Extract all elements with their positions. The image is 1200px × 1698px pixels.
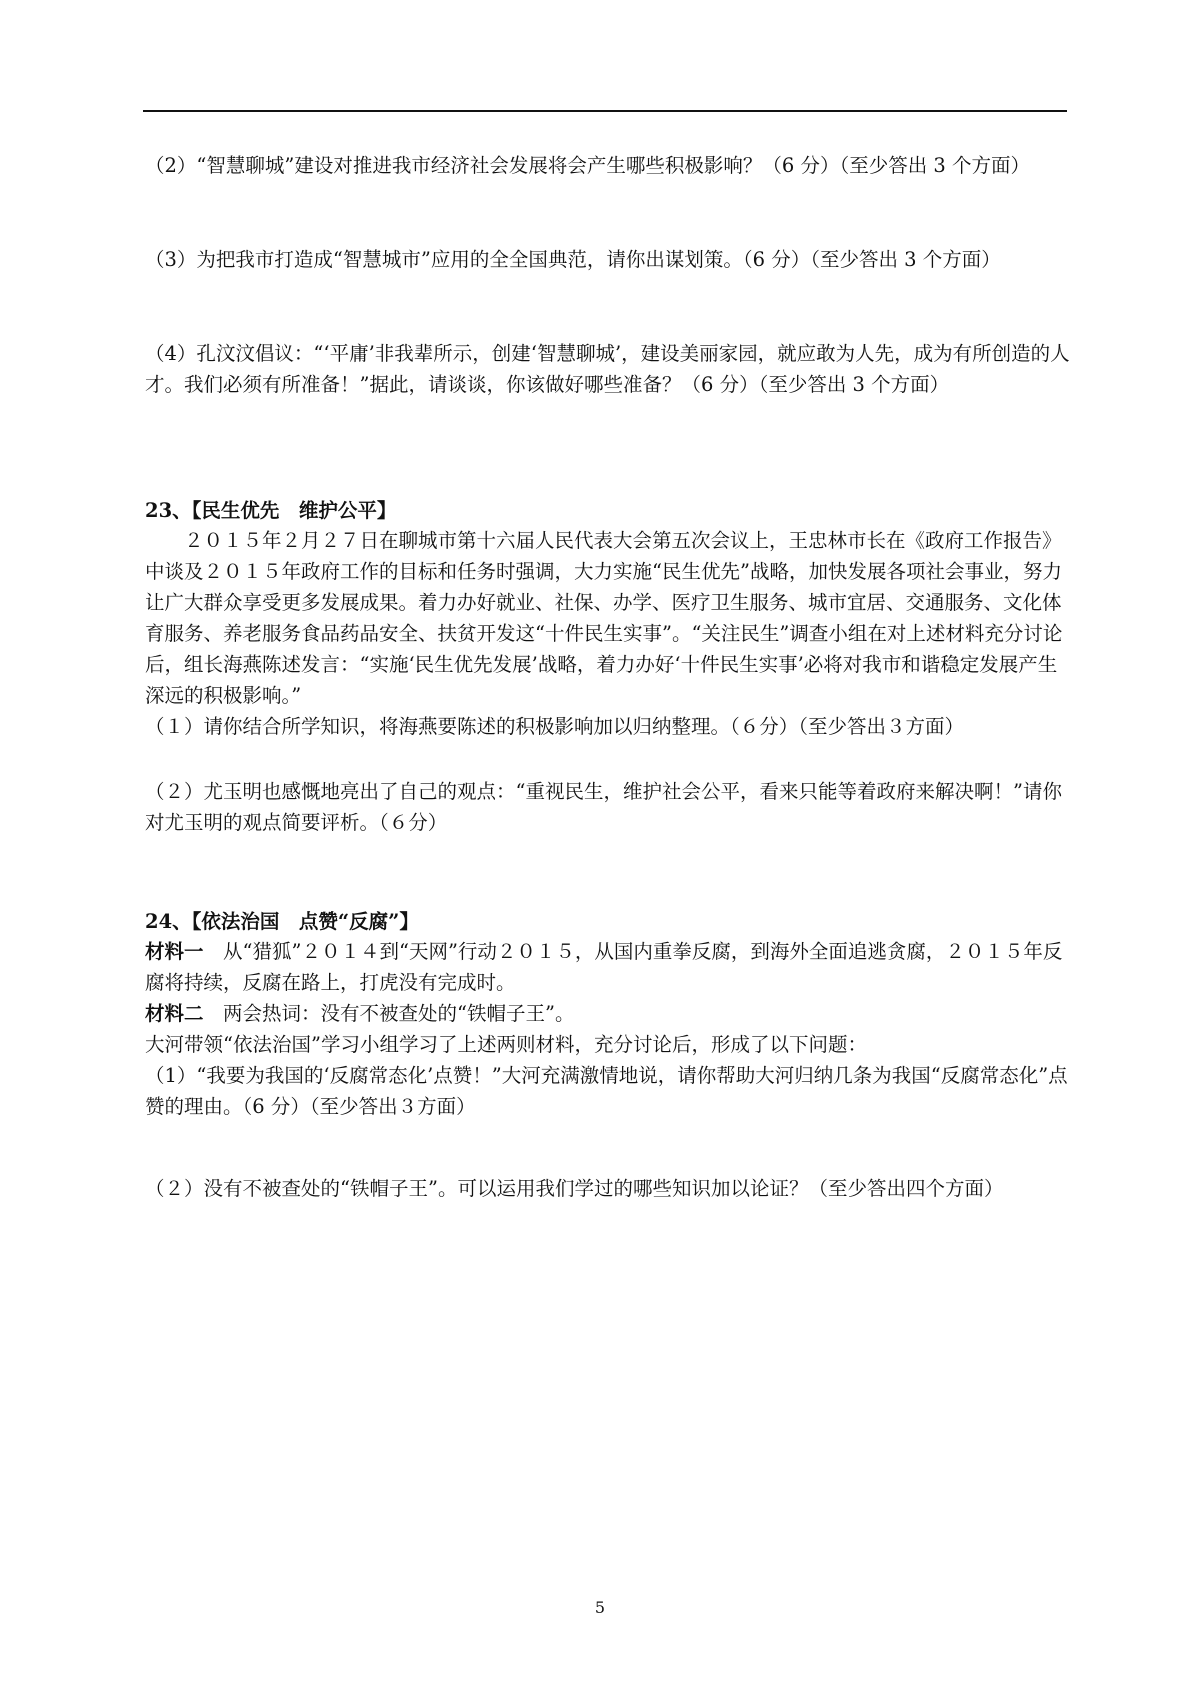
q24-material-2-text: 两会热词：没有不被查处的“铁帽子王”。 xyxy=(223,1002,575,1025)
q24-material-2 xyxy=(145,998,1071,1029)
q23-material: ２０１５年２月２７日在聊城市第十六届人民代表大会第五次会议上，王忠林市长在《政府工作报告》中谈及２０１５年政府工作的目标和任务时强调，大力实施“民生优先”战略，加快发展各项社会事业，努力让广大群众享受更多发展成果。着力办好就业、社保、办学、医疗卫生服务、城市宜居、交通服务、文化体育服务、养老服务食品药品安全、扶贫开发这“十件民生实事”。“关注民生”调查小组在对上述材料充分讨论后，组长海燕陈述发言：“实施‘民生优先发展’战略，着力办好‘十件民生实事’必将对我市和谐稳定发展产生深远的积极影响。” xyxy=(145,529,1063,707)
q24-section xyxy=(145,908,1071,1122)
q22-part3-text: （3）为把我市打造成“智慧城市”应用的全全国典范，请你出谋划策。（6 分）（至少答出 3 个方面） xyxy=(145,248,1001,271)
q22-part2-text: （2）“智慧聊城”建设对推进我市经济社会发展将会产生哪些积极影响？（6 分）（至少答出 3 个方面） xyxy=(145,154,1031,177)
q22-part3 xyxy=(145,244,1071,275)
header-rule xyxy=(143,110,1067,112)
q24-part2-block xyxy=(145,1173,1071,1204)
q22-part4 xyxy=(145,338,1071,400)
q23-section xyxy=(145,497,1071,742)
q24-material-1-text: 从“猎狐”２０１４到“天网”行动２０１５，从国内重拳反腐，到海外全面追逃贪腐，２０１５年反腐将持续，反腐在路上，打虎没有完成时。 xyxy=(145,940,1063,994)
q24-material-2-label: 材料二 xyxy=(145,1002,204,1025)
q23-part2: （２）尤玉明也感慨地亮出了自己的观点：“重视民生，维护社会公平，看来只能等着政府来解决啊！”请你对尤玉明的观点简要评析。（６分） xyxy=(145,780,1062,834)
q23-heading: 23、【民生优先 维护公平】 xyxy=(145,499,397,522)
q24-part1: （1）“我要为我国的‘反腐常态化’点赞！”大河充满激情地说，请你帮助大河归纳几条为我国“反腐常态化”点赞的理由。（6 分）（至少答出３方面） xyxy=(145,1064,1068,1118)
q23-part2-block xyxy=(145,776,1071,838)
q24-intro: 大河带领“依法治国”学习小组学习了上述两则材料，充分讨论后，形成了以下问题： xyxy=(145,1033,867,1056)
q23-part1: （１）请你结合所学知识，将海燕要陈述的积极影响加以归纳整理。（６分）（至少答出３方面） xyxy=(145,715,965,738)
q24-material-1 xyxy=(145,936,1071,998)
page-number: 5 xyxy=(594,1598,606,1617)
q24-heading: 24、【依法治国 点赞“反腐”】 xyxy=(145,910,419,933)
q22-part2 xyxy=(145,150,1071,181)
q24-part2: （２）没有不被查处的“铁帽子王”。可以运用我们学过的哪些知识加以论证？（至少答出四个方面） xyxy=(145,1177,1004,1200)
q24-material-1-label: 材料一 xyxy=(145,940,204,963)
q22-part4-text: （4）孔汶汶倡议：“‘平庸’非我辈所示，创建‘智慧聊城’，建设美丽家园，就应敢为人先，成为有所创造的人才。我们必须有所准备！”据此，请谈谈，你该做好哪些准备？（6 分）（至少答出 3 个方面） xyxy=(145,342,1070,396)
